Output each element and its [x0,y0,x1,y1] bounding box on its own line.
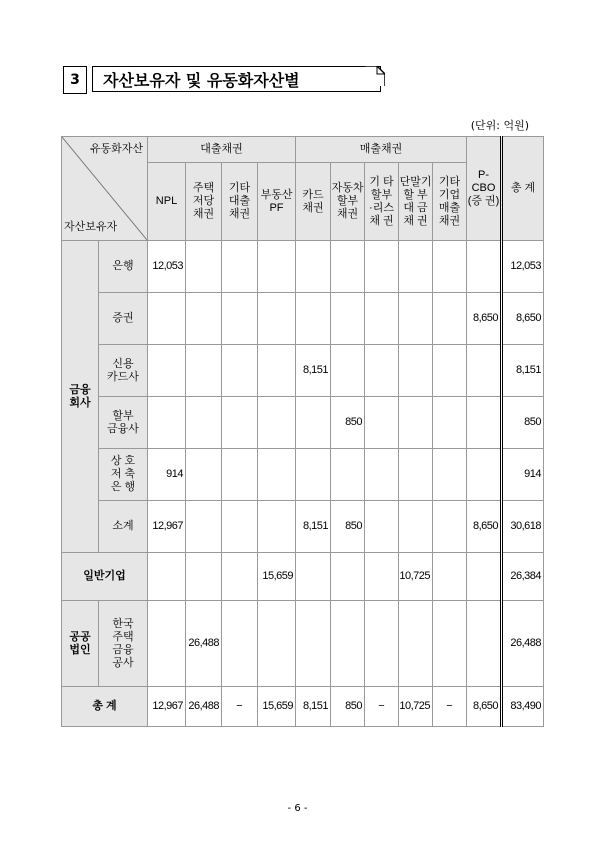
total-cell: 914 [502,449,544,501]
value-cell [433,501,467,553]
value-cell [186,397,222,449]
value-cell [222,553,258,601]
col-header: 자동차 할부 채권 [331,163,365,241]
value-cell: 26,488 [186,601,222,687]
total-cell: 8,650 [502,293,544,345]
value-cell: 12,053 [148,241,186,293]
value-cell [296,293,331,345]
value-cell [467,449,502,501]
value-cell: 914 [148,449,186,501]
value-cell [222,449,258,501]
value-cell [148,293,186,345]
value-cell [258,397,296,449]
group-sales-header: 매출채권 [296,137,467,163]
page-fold-icon [365,66,385,86]
value-cell [331,241,365,293]
table-row [62,553,544,601]
value-cell [258,241,296,293]
value-cell [365,345,399,397]
total-cell: 850 [502,397,544,449]
group-loan-header: 대출채권 [148,137,296,163]
row-label: 일반기업 [62,553,148,601]
value-cell [331,293,365,345]
page-number: - 6 - [287,803,308,814]
corner-top-label: 유동화자산 [89,143,143,155]
section-heading: 자산보유자 및 유동화자산별 [92,66,381,92]
value-cell: 850 [331,687,365,727]
value-cell: 850 [331,501,365,553]
value-cell [467,241,502,293]
group-label-public: 공공 법인 [62,601,99,687]
value-cell [222,501,258,553]
table-row [62,601,544,687]
value-cell: 12,967 [148,687,186,727]
value-cell [399,601,433,687]
value-cell [186,501,222,553]
value-cell [399,345,433,397]
table-row [62,501,544,553]
value-cell [331,345,365,397]
table-row [62,345,544,397]
value-cell: 8,650 [467,293,502,345]
value-cell [433,449,467,501]
col-header: 주택 저당 채권 [186,163,222,241]
value-cell [258,293,296,345]
value-cell: 26,488 [186,687,222,727]
value-cell: 8,151 [296,345,331,397]
value-cell: 10,725 [399,553,433,601]
value-cell [296,397,331,449]
row-label: 신용 카드사 [99,345,148,397]
value-cell [148,553,186,601]
corner-cell [62,137,148,241]
value-cell: 12,967 [148,501,186,553]
row-label: 소계 [99,501,148,553]
value-cell [399,241,433,293]
table-row [62,397,544,449]
value-cell [331,553,365,601]
value-cell [258,601,296,687]
value-cell [258,449,296,501]
value-cell [186,293,222,345]
value-cell [433,397,467,449]
value-cell [433,553,467,601]
value-cell: − [365,687,399,727]
value-cell [258,501,296,553]
total-cell: 30,618 [502,501,544,553]
total-cell: 8,151 [502,345,544,397]
value-cell [433,241,467,293]
value-cell [399,501,433,553]
value-cell: 850 [331,397,365,449]
value-cell [222,293,258,345]
row-label: 할부 금융사 [99,397,148,449]
value-cell [467,397,502,449]
value-cell [365,553,399,601]
value-cell: 8,650 [467,687,502,727]
row-label: 상 호 저 축 은 행 [99,449,148,501]
value-cell: 8,650 [467,501,502,553]
value-cell [148,601,186,687]
value-cell [258,345,296,397]
value-cell [222,397,258,449]
value-cell [365,501,399,553]
value-cell [222,345,258,397]
col-header: 기타 대출 채권 [222,163,258,241]
total-cell: 12,053 [502,241,544,293]
row-label: 은행 [99,241,148,293]
value-cell [433,345,467,397]
value-cell: 8,151 [296,501,331,553]
corner-bottom-label: 자산보유자 [64,221,118,233]
row-label: 한국 주택 금융 공사 [99,601,148,687]
table-row [62,449,544,501]
value-cell [148,397,186,449]
total-cell: 26,384 [502,553,544,601]
value-cell [365,397,399,449]
value-cell [296,241,331,293]
total-cell: 83,490 [502,687,544,727]
table-row [62,293,544,345]
group-label-fin: 금융 회사 [62,241,99,553]
value-cell: − [222,687,258,727]
value-cell [296,601,331,687]
value-cell [331,601,365,687]
value-cell [365,601,399,687]
col-header-pcbo: P-CBO (증 권) [467,137,502,241]
value-cell [331,449,365,501]
total-cell: 26,488 [502,601,544,687]
value-cell [399,397,433,449]
table-row [62,687,544,727]
value-cell [186,241,222,293]
value-cell: 15,659 [258,687,296,727]
value-cell [467,553,502,601]
value-cell [433,601,467,687]
value-cell [433,293,467,345]
value-cell [399,449,433,501]
value-cell [296,553,331,601]
value-cell [222,241,258,293]
value-cell: 8,151 [296,687,331,727]
section-number: 3 [63,66,87,94]
value-cell: 10,725 [399,687,433,727]
value-cell [467,601,502,687]
value-cell [186,345,222,397]
col-header: 카드 채권 [296,163,331,241]
value-cell [148,345,186,397]
row-label: 총 계 [62,687,148,727]
value-cell [186,449,222,501]
value-cell [296,449,331,501]
asset-table [61,136,544,727]
col-header: NPL [148,163,186,241]
value-cell [365,241,399,293]
col-header: 기타 기업 매출 채권 [433,163,467,241]
col-header: 기 타 할부 ·리스 채 권 [365,163,399,241]
value-cell: − [433,687,467,727]
value-cell: 15,659 [258,553,296,601]
value-cell [399,293,433,345]
value-cell [365,293,399,345]
col-header: 부동산 PF [258,163,296,241]
unit-label: (단위: 억원) [470,119,529,132]
value-cell [365,449,399,501]
value-cell [467,345,502,397]
col-header: 단말기 할 부 대 금 채 권 [399,163,433,241]
table-row [62,241,544,293]
col-header-total: 총 계 [502,137,544,241]
row-label: 증권 [99,293,148,345]
value-cell [222,601,258,687]
value-cell [186,553,222,601]
